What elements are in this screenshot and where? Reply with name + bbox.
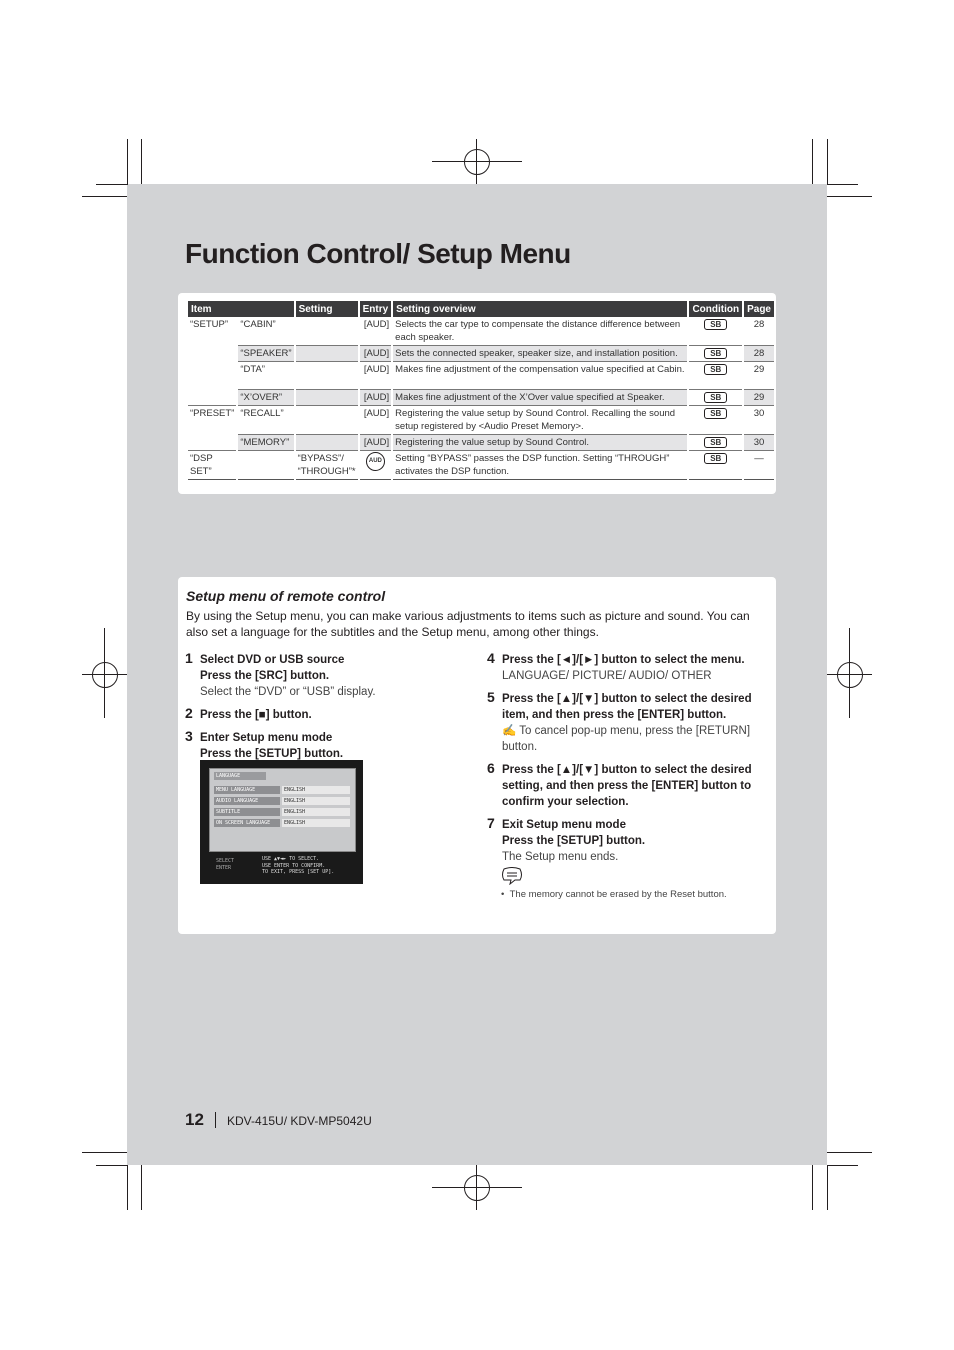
- row-overview: Selects the car type to compensate the distance difference between each speaker.: [395, 319, 681, 343]
- aud-icon: AUD: [366, 452, 385, 471]
- row-item: “SETUP”: [190, 319, 228, 330]
- row-page: —: [744, 450, 774, 480]
- sb-badge: SB: [704, 437, 727, 448]
- row-overview: Makes fine adjustment of the X’Over value specified at Speaker.: [393, 389, 687, 405]
- step-action: Press the [SETUP] button.: [200, 748, 344, 760]
- table-row: [188, 405, 774, 434]
- header-setting: Setting: [296, 301, 358, 317]
- section-title: Setup menu of remote control: [186, 588, 386, 604]
- step-action: Press the [■] button.: [200, 709, 312, 721]
- row-entry: [AUD]: [360, 434, 392, 450]
- row-entry: [AUD]: [363, 319, 390, 330]
- step-action: Press the [▲]/[▼] button to select the desired setting, and then press the [ENTER] button to confirm your selection.: [502, 764, 752, 808]
- model-name: KDV-415U/ KDV-MP5042U: [227, 1114, 372, 1128]
- sb-badge: SB: [704, 364, 727, 375]
- step-action: Press the [◄]/[►] button to select the menu.: [502, 654, 745, 666]
- row-page: 28: [753, 319, 765, 330]
- step-note: Select the “DVD” or “USB” display.: [200, 686, 376, 698]
- sb-badge: SB: [704, 392, 727, 403]
- step-number: 3: [185, 728, 193, 744]
- row-entry: [AUD]: [360, 389, 392, 405]
- step-2: [185, 705, 460, 723]
- step-number: 4: [487, 650, 495, 666]
- step-6: [487, 760, 764, 810]
- row-overview: Setting “BYPASS” passes the DSP function. Setting “THROUGH” activates the DSP function.: [393, 450, 687, 480]
- table-row: [188, 345, 774, 361]
- table-row: [188, 434, 774, 450]
- row-page: 30: [744, 405, 774, 434]
- step-7: [487, 815, 764, 865]
- row-setting: [296, 405, 358, 434]
- table-row: [188, 317, 774, 345]
- step-5: [487, 689, 764, 755]
- row-overview: Sets the connected speaker, speaker size, and installation position.: [393, 345, 687, 361]
- note-icon: [501, 867, 523, 885]
- step-note: The Setup menu ends.: [502, 851, 619, 863]
- setup-menu-screenshot: LANGUAGE MENU LANGUAGE ENGLISH AUDIO LANGUAGE ENGLISH SUBTITLE ENGLISH ON SCREEN LANGUAGE ENGLISH SELECT ENTER USE ▲▼◄► TO SELECT. USE ENTER TO CONFIRM. TO EXIT, PRESS [SET UP].: [200, 760, 363, 884]
- page-number: 12: [185, 1110, 204, 1129]
- sb-badge: SB: [704, 348, 727, 359]
- row-subitem: “X’OVER”: [238, 389, 293, 405]
- row-overview: Registering the value setup by Sound Control.: [393, 434, 687, 450]
- step-number: 2: [185, 705, 193, 721]
- step-1: [185, 650, 460, 700]
- header-condition: Condition: [689, 301, 742, 317]
- row-entry: [AUD]: [360, 345, 392, 361]
- row-setting: [296, 361, 358, 389]
- step-number: 6: [487, 760, 495, 776]
- setup-menu-panel: [178, 577, 776, 934]
- row-subitem: “SPEAKER”: [238, 345, 293, 361]
- table-row: [188, 361, 774, 389]
- step-4: [487, 650, 764, 684]
- row-page: 30: [744, 434, 774, 450]
- row-setting: [296, 345, 358, 361]
- sb-badge: SB: [704, 453, 727, 464]
- row-subitem: “RECALL”: [238, 405, 293, 434]
- note-text: The memory cannot be erased by the Reset button.: [509, 889, 727, 900]
- row-page: 28: [744, 345, 774, 361]
- sb-badge: SB: [704, 319, 727, 330]
- row-subitem: [238, 450, 293, 480]
- step-action: Press the [SETUP] button.: [502, 835, 646, 847]
- row-item: “PRESET”: [188, 405, 236, 434]
- row-entry: [AUD]: [360, 361, 392, 389]
- footer-divider: [215, 1112, 216, 1128]
- row-overview: Registering the value setup by Sound Control. Recalling the sound setup registered by <Audio Preset Memory>.: [393, 405, 687, 434]
- row-subitem: “MEMORY”: [238, 434, 293, 450]
- function-table-panel: [178, 293, 776, 494]
- function-table: [186, 301, 776, 480]
- note-item: [501, 889, 727, 900]
- step-note: ✍ To cancel pop-up menu, press the [RETURN] button.: [502, 725, 751, 753]
- row-setting: [296, 389, 358, 405]
- row-subitem: “DTA”: [238, 361, 293, 389]
- step-note: LANGUAGE/ PICTURE/ AUDIO/ OTHER: [502, 670, 712, 682]
- step-number: 7: [487, 815, 495, 831]
- row-setting: [296, 434, 358, 450]
- row-page: 29: [744, 389, 774, 405]
- row-subitem: “CABIN”: [240, 319, 276, 330]
- section-intro: By using the Setup menu, you can make various adjustments to items such as picture and sound. You can also set a language for the subtitles and the Setup menu, among other things.: [186, 609, 750, 639]
- step-number: 1: [185, 650, 193, 666]
- page-title: Function Control/ Setup Menu: [185, 238, 571, 269]
- row-setting: “BYPASS”/ “THROUGH”*: [296, 450, 358, 480]
- header-overview: Setting overview: [393, 301, 687, 317]
- header-item: Item: [188, 301, 294, 317]
- row-setting: [296, 317, 358, 345]
- step-heading: Enter Setup menu mode: [200, 732, 333, 744]
- header-entry: Entry: [360, 301, 392, 317]
- step-action: Press the [▲]/[▼] button to select the desired item, and then press the [ENTER] button.: [502, 693, 752, 721]
- table-row: [188, 389, 774, 405]
- sb-badge: SB: [704, 408, 727, 419]
- header-page: Page: [744, 301, 774, 317]
- setup-menu-window: LANGUAGE MENU LANGUAGE ENGLISH AUDIO LANGUAGE ENGLISH SUBTITLE ENGLISH ON SCREEN LANGUAGE ENGLISH: [209, 768, 356, 852]
- step-number: 5: [487, 689, 495, 705]
- table-row: [188, 450, 774, 480]
- step-heading: Exit Setup menu mode: [502, 819, 626, 831]
- row-overview: Makes fine adjustment of the compensation value specified at Cabin.: [393, 361, 687, 389]
- row-page: 29: [744, 361, 774, 389]
- step-action: Press the [SRC] button.: [200, 670, 330, 682]
- row-entry: [AUD]: [360, 405, 392, 434]
- step-heading: Select DVD or USB source: [200, 654, 345, 666]
- row-item: “DSP SET”: [188, 450, 236, 480]
- bullet-icon: •: [501, 889, 510, 900]
- step-3: [185, 728, 460, 762]
